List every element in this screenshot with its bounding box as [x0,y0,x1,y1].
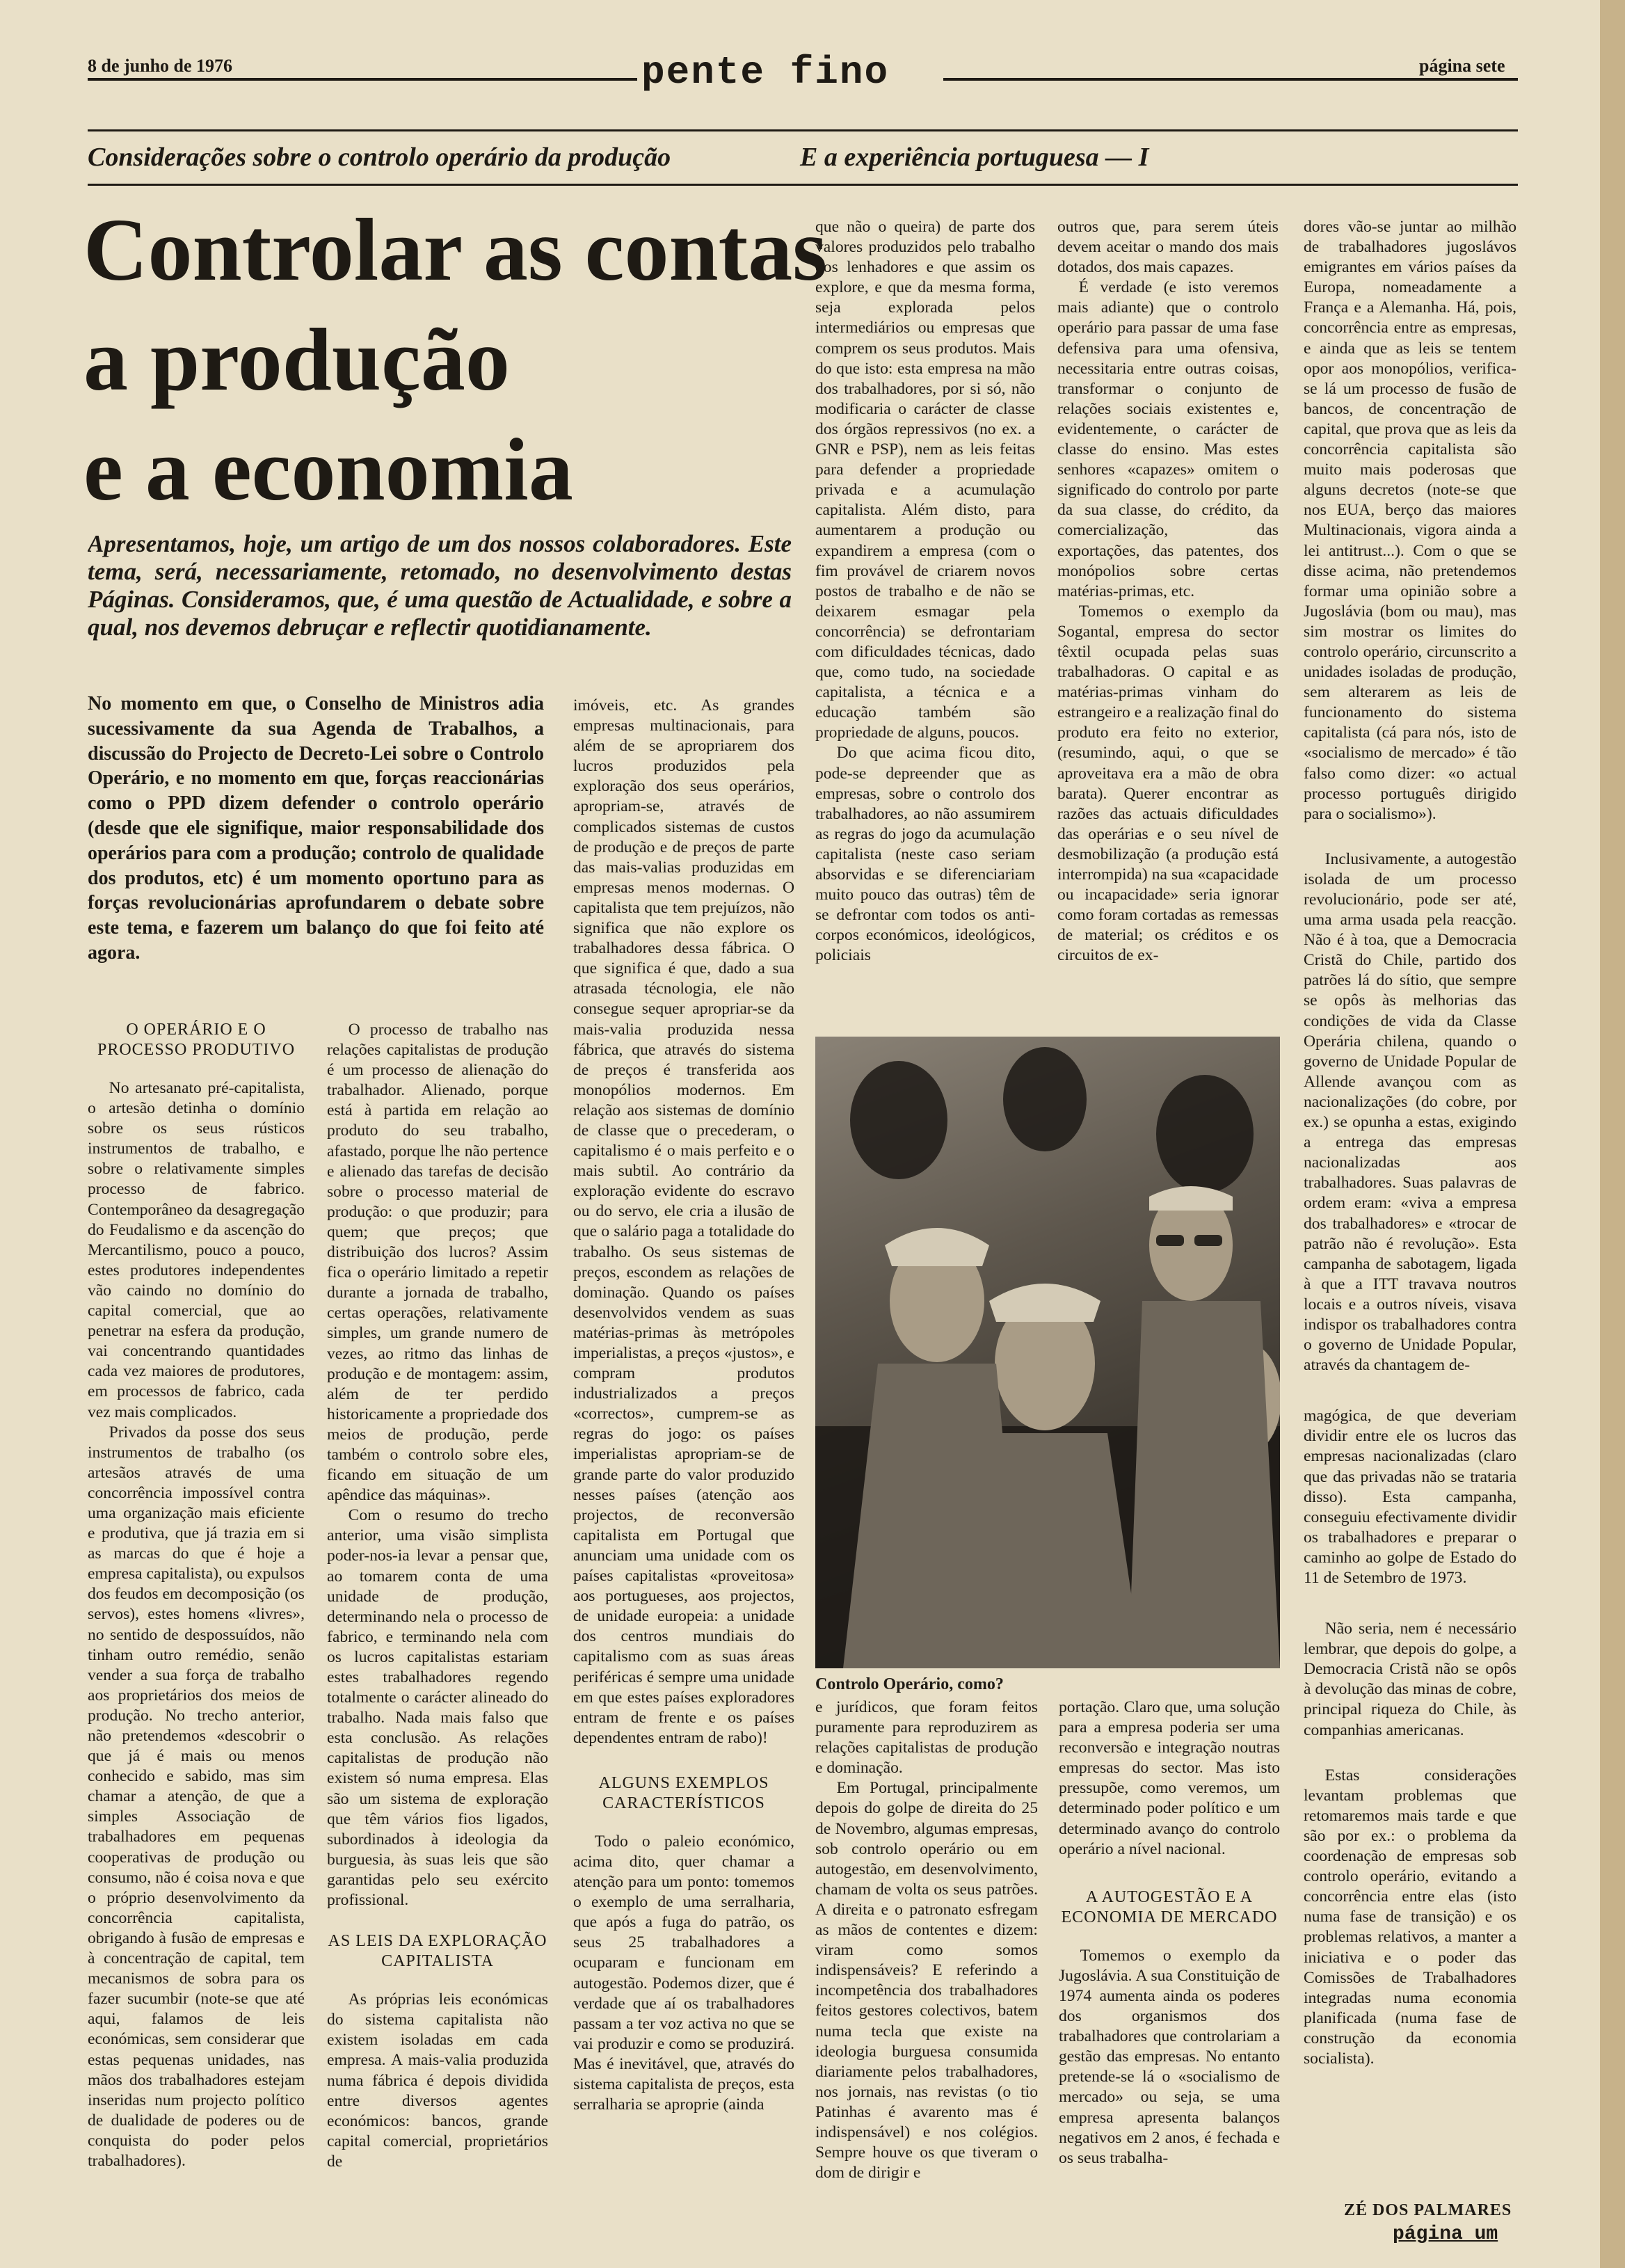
paragraph: As próprias leis económicas do sistema capitalista não existem isoladas em cada empresa. A mais-valia produzida numa fábrica é depois dividida entre diversos agentes económicos: bancos, grande capital comercial, proprietários de [327,1990,548,2171]
author-signature: ZÉ DOS PALMARES [1344,2201,1512,2219]
paragraph: Com o resumo do trecho anterior, uma visão simplista poder-nos-ia levar a pensar que, ao tomarem conta de uma unidade de produção, determinando nela o processo de fabrico, e terminando nela com os lucros capitalistas estariam estes trabalhadores regendo totalmente o carácter alineado do trabalho. Nada mais falso que esta conclusão. As relações capitalistas de produção não existem só numa empresa. Elas são um sistema de exploração que têm vários fios ligados, subordinados à ideologia da burguesia, às suas leis que são garantidas pelo seu exército profissional. [327,1506,548,1910]
masthead: pente fino [641,50,890,95]
page-label: página sete [1419,56,1505,76]
paragraph: magógica, de que deveriam dividir entre ele os lucros das empresas nacionalizadas (claro que das privadas não se trataria disso). Esta campanha, conseguiu efectivamente dividir os trabalhadores e preparar o caminho ao golpe de Estado do 11 de Setembro de 1973. [1304,1407,1516,1587]
paragraph: Em Portugal, principalmente depois do golpe de direita do 25 de Novembro, algumas empresas, sob controlo operário ou em autogestão, em desenvolvimento, chamam de volta os seus patrões. A direita e o patronato esfregam as mãos de contentes e dizem: viram como somos indispensáveis? E referindo a incompetência dos trabalhadores feitos gestores colectivos, batem numa tecla que existe na ideologia burguesa consumida diariamente pelos trabalhadores, nos jornais, nas revistas (o tio Patinhas é avarento mas é indispensável) e nos colégios. Sempre houve os que tiveram o dom de dirigir e [815,1779,1038,2182]
paragraph: É verdade (e isto veremos mais adiante) que o controlo operário para passar de uma fase defensiva para uma ofensiva, necessitaria entre outras coisas, transformar o conjunto de relações sociais existentes e, evidentemente, o carácter de classe do ensino. Mas estes senhores «capazes» omitem o significado do controlo por parte da sua classe, do crédito, da comercialização, das exportações, das patentes, dos monópolios sobre certas matérias-primas, etc. [1057,278,1279,600]
section-heading: ALGUNS EXEMPLOS CARACTERÍSTICOS [598,1773,769,1812]
paragraph: Do que acima ficou dito, pode-se depreender que as empresas, sobre o controlo dos trabalhadores, ao não assumirem as regras do jogo da acumulação capitalista (neste caso seriam absorvidas e se diferenciariam muito pouco das outras) têm de se defrontar com todos os anti-corpos económicos, ideológicos, policiais [815,744,1035,965]
series-top-rule [88,129,1518,131]
column-5-top [1057,217,1279,1017]
paragraph: No artesanato pré-capitalista, o artesão detinha o domínio sobre os seus rústicos instrumentos de trabalho, e sobre o relativamente simples processo de fabrico. Contemporâneo da desagregação do Feudalismo e da ascenção do Mercantilismo, pouco a pouco, estes produtores independentes vão caindo no domínio do capital comercial, que ao penetrar na esfera da produção, vai concentrando quantidades cada vez maiores de produtores, em processos de fabrico, cada vez mais complicados. [88,1079,305,1421]
intro-paragraph: No momento em que, o Conselho de Ministros adia sucessivamente da sua Agenda de Trabalhos, a discussão do Projecto de Decreto-Lei sobre o Controlo Operário, e no momento em que, forças reaccionárias como o PPD dizem defender o controlo operário (desde que ele signifique, maior responsabilidade dos operários para com a produção; controlo de qualidade dos produtos, etc) é um momento oportuno para as forças revolucionárias aprofundarem o debate sobre este tema, e fazerem um balanço do que foi feito até agora. [88,693,544,964]
paragraph: que não o queira) de parte dos valores produzidos pelo trabalho dos lenhadores e que assim os explore, e que da mesma forma, seja explorada pelos intermediários ou empresas que comprem os seus produtos. Mais do que isto: esta empresa na mão dos trabalhadores, por si só, não modificaria o carácter de classe dos órgãos repressivos (no ex. a GNR e PSP), nem as leis feitas para defender a propriedade privada e a acumulação capitalista. Além disto, para aumentarem a produção ou expandirem a empresa (com o fim provável de criarem novos postos de trabalho e de não se deixarem esmagar pela concorrência) se defrontariam com dificuldades técnicas, dado que, como tudo, na sociedade capitalista, a técnica e a educação também são propriedade de alguns, poucos. [815,218,1035,742]
series-subtitle: E a experiência portuguesa — I [800,143,1149,172]
header-rule-right [943,78,1518,81]
paragraph: e jurídicos, que foram feitos puramente para reproduzirem as relações capitalistas de produção e dominação. [815,1698,1038,1778]
headline-line-2: a produção [83,310,510,409]
issue-date: 8 de junho de 1976 [88,56,233,76]
section-heading: AS LEIS DA EXPLORAÇÃO CAPITALISTA [328,1932,547,1971]
workers-photo [815,1037,1280,1668]
paragraph: Inclusivamente, a autogestão isolada de um processo revolucionário, pode ser até, uma arma usada pela reacção. Não é à toa, que a Democracia Cristã do Chile, partido dos patrões lá do sítio, que sempre se opôs às melhorias das condições de vida da Classe Operária chilena, quando o governo de Unidade Popular de Allende avançou com as nacionalizações (do cobre, por ex.) se opunha a estas, exigindo a entrega das empresas nacionalizadas aos trabalhadores. Suas palavras de ordem eram: «viva a empresa dos trabalhadores» e «trocar de patrão não é revolução». Esta campanha de sabotagem, ligada à que a ITT travava noutros locais e a outros níveis, visava indispor os trabalhadores contra o governo de Unidade Popular, através da chantagem de- [1304,849,1516,1375]
section-heading: O OPERÁRIO E O PROCESSO PRODUTIVO [97,1021,296,1059]
column-3 [573,696,794,2223]
column-2 [327,1020,548,2223]
series-bottom-rule [88,184,1518,186]
paragraph: dores vão-se juntar ao milhão de trabalhadores jugoslávos emigrantes em vários países da Europa, nomeadamente a França e a Alemanha. Há, pois, concorrência entre as empresas, e ainda que as leis se tentem opor aos monopólios, verifica-se lá um processo de fusão de bancos, de concentração de capital, que prova que as leis da concorrência capitalista são muito mais poderosas que alguns decretos (note-se que nos EUA, berço das maiores Multinacionais, vigora ainda a lei antitrust...). Com o que se disse acima, não pretendemos formar uma opinião sobre a Jugoslávia (bom ou mau), mas sim mostrar os limites do controlo operário, circunscrito a unidades isoladas de produção, sem alterarem as leis de funcionamento do sistema capitalista (cá para nós, isto de «socialismo de mercado» é tão falso como dizer: «o actual processo português dirigido para o socialismo»). [1304,218,1516,823]
headline-line-3: e a economia [83,420,573,519]
column-4-top [815,217,1035,1017]
photo-caption: Controlo Operário, como? [815,1675,1004,1693]
section-heading: A AUTOGESTÃO E A ECONOMIA DE MERCADO [1061,1887,1278,1926]
header-rule-left [88,78,637,81]
paragraph: Todo o paleio económico, acima dito, quer chamar a atenção para um ponto: tomemos o exemplo de uma serralharia, que após a fuga do patrão, os seus 25 trabalhadores a ocuparam e funcionam em autogestão. Podemos dizer, que é verdade que aí os trabalhadores passam a ter voz activa no que se vai produzir e como se produzirá. Mas é inevitável, que, através do sistema capitalista de preços, esta serralharia se aproprie (ainda [573,1832,794,2114]
paragraph: outros que, para serem úteis devem aceitar o mando dos mais dotados, dos mais capazes. [1057,218,1279,277]
column-5-bottom [1059,1698,1280,2226]
series-title: Considerações sobre o controlo operário da produção [88,143,671,172]
paragraph: Tomemos o exemplo da Sogantal, empresa do sector têxtil ocupada pelas suas trabalhadoras. O capital e as matérias-primas vinham do estrangeiro e a realização final do produto era feito no exterior, (resumindo, aqui, o que se aproveitava era a mão de obra barata). Querer encontrar as razões das actuais dificuldades das operárias e o seu nível de desmobilização (a produção está interrompida) na sua «capacidade ou incapacidade» seria ignorar como foram cortadas as remessas de material; os créditos e os circuitos de ex- [1057,602,1279,965]
paragraph: Privados da posse dos seus instrumentos de trabalho (os artesãos através de uma concorrência impossível contra uma organização mais eficiente e produtiva, que já trazia em si as marcas do que é hoje a empresa capitalista), ou expulsos dos feudos em decomposição (os servos), estes homens «livres», no sentido de despossuídos, não tinham outro remédio, senão vender a sua força de trabalho aos proprietários dos meios de produção. No trecho anterior, não pretendemos «descobrir o que já é mais ou menos conhecido e sabido, mas sim chamar a atenção, de que a simples Associação de trabalhadores em pequenas cooperativas de produção ou consumo, não é coisa nova e que o próprio desenvolvimento da concorrência capitalista, obrigando à fusão de empresas e à concentração de capital, tem mecanismos de sobra para os fazer sucumbir (note-se que até aqui, falamos de leis económicas, sem considerar que estas pequenas unidades, nas mãos dos trabalhadores estejam inseridas num projecto político de dualidade de poderes ou de conquista do poder pelos trabalhadores). [88,1423,305,2170]
paragraph: O processo de trabalho nas relações capitalistas de produção é um processo de alienação do trabalhador. Alienado, porque está à partida em relação ao produto do seu trabalho, afastado, porque lhe não pertence e alienado das tarefas de decisão sobre o processo material de produção: o que produzir; para quem; que preços; que distribuição dos lucros? Assim fica o operário limitado a repetir durante a jornada de trabalho, certas operações, relativamente simples, um grande numero de vezes, ao ritmo das linhas de produção e de montagem: assim, além de ter perdido historicamente a propriedade dos meios de produção, perde também o controlo sobre eles, ficando em situação de um apêndice das máquinas». [327,1021,548,1505]
paragraph: Tomemos o exemplo da Jugoslávia. A sua Constituição de 1974 aumenta ainda os poderes dos organismos dos trabalhadores que controlariam a gestão das empresas. No entanto pretende-se lá o «socialismo de mercado» ou seja, se uma empresa apresenta balanços negativos em 2 anos, é fechada e os seus trabalha- [1059,1946,1280,2167]
paragraph: portação. Claro que, uma solução para a empresa poderia ser uma reconversão e integração noutras empresas do sector. Mas isto pressupõe, como veremos, um determinado poder político e um determinado avanço do controlo operário a nível nacional. [1059,1698,1280,1858]
paragraph: Não seria, nem é necessário lembrar, que depois do golpe, a Democracia Cristã não se opôs à devolução das minas de cobre, principal riqueza do Chile, às companhias americanas. [1304,1620,1516,1739]
paragraph: imóveis, etc. As grandes empresas multinacionais, para além de se apropriarem dos lucros produzidos pela exploração dos seus operários, apropriam-se, através de complicados sistemas de custos de produção e de preços de parte das mais-valias produzidas em empresas menos modernas. O capitalista que tem prejuízos, não significa que não explore os trabalhadores dessa fábrica. O que significa é que, dado a sua atrasada técnologia, ele não consegue sequer apropriar-se da mais-valia produzida nessa fábrica, que através do sistema de preços é transferida aos monopólios modernos. Em relação aos sistemas de domínio de classe que o precederam, o capitalismo é o mais perfeito e o mais subtil. Ao contrário da exploração evidente do escravo ou do servo, ele cria a ilusão de que o salário paga a totalidade do trabalho. Os seus sistemas de preços, escondem as relações de dominação. Quando os países desenvolvidos vendem as suas matérias-primas às metrópoles imperialistas, a preços «justos», e compram produtos industrializados a preços «correctos», cumprem-se as regras do jogo: os países imperialistas apropriam-se de grande parte do valor produzido nesses países (atenção aos projectos, de reconversão capitalista em Portugal que anunciam uma unidade com os países capitalistas «proveitosa» aos portugueses, aos projectos, de unidade europeia: a unidade dos centros mundiais do capitalismo com as suas áreas periféricas é sempre uma unidade em que estes países exploradores entram de frente e os países dependentes entram de rabo)! [573,696,794,1747]
column-4-bottom [815,1698,1038,2226]
paragraph: Estas considerações levantam problemas que retomaremos mais tarde e que são por ex.: o problema da coordenação de empresas sob controlo operário, evitando a concorrência entre elas (isto numa fase de transição) e os problemas relativos, a manter a iniciativa e o poder das Comissões de Trabalhadores integradas numa economia planificada (numa fase de construção da economia socialista). [1304,1766,1516,2068]
page-edge [1600,0,1625,2268]
column-6 [1304,217,1516,2200]
standfirst: Apresentamos, hoje, um artigo de um dos nossos colaboradores. Este tema, será, necessariamente, retomado, no desenvolvimento destas Páginas. Consideramos, que, é uma questão de Actualidade, e sobre a qual, nos devemos debruçar e reflectir quotidianamente. [88,530,792,641]
page-footer-link[interactable]: página um [1393,2223,1498,2245]
headline-line-1: Controlar as contas [83,200,828,299]
column-1 [88,1020,305,2223]
workers-illustration [815,1037,1280,1668]
